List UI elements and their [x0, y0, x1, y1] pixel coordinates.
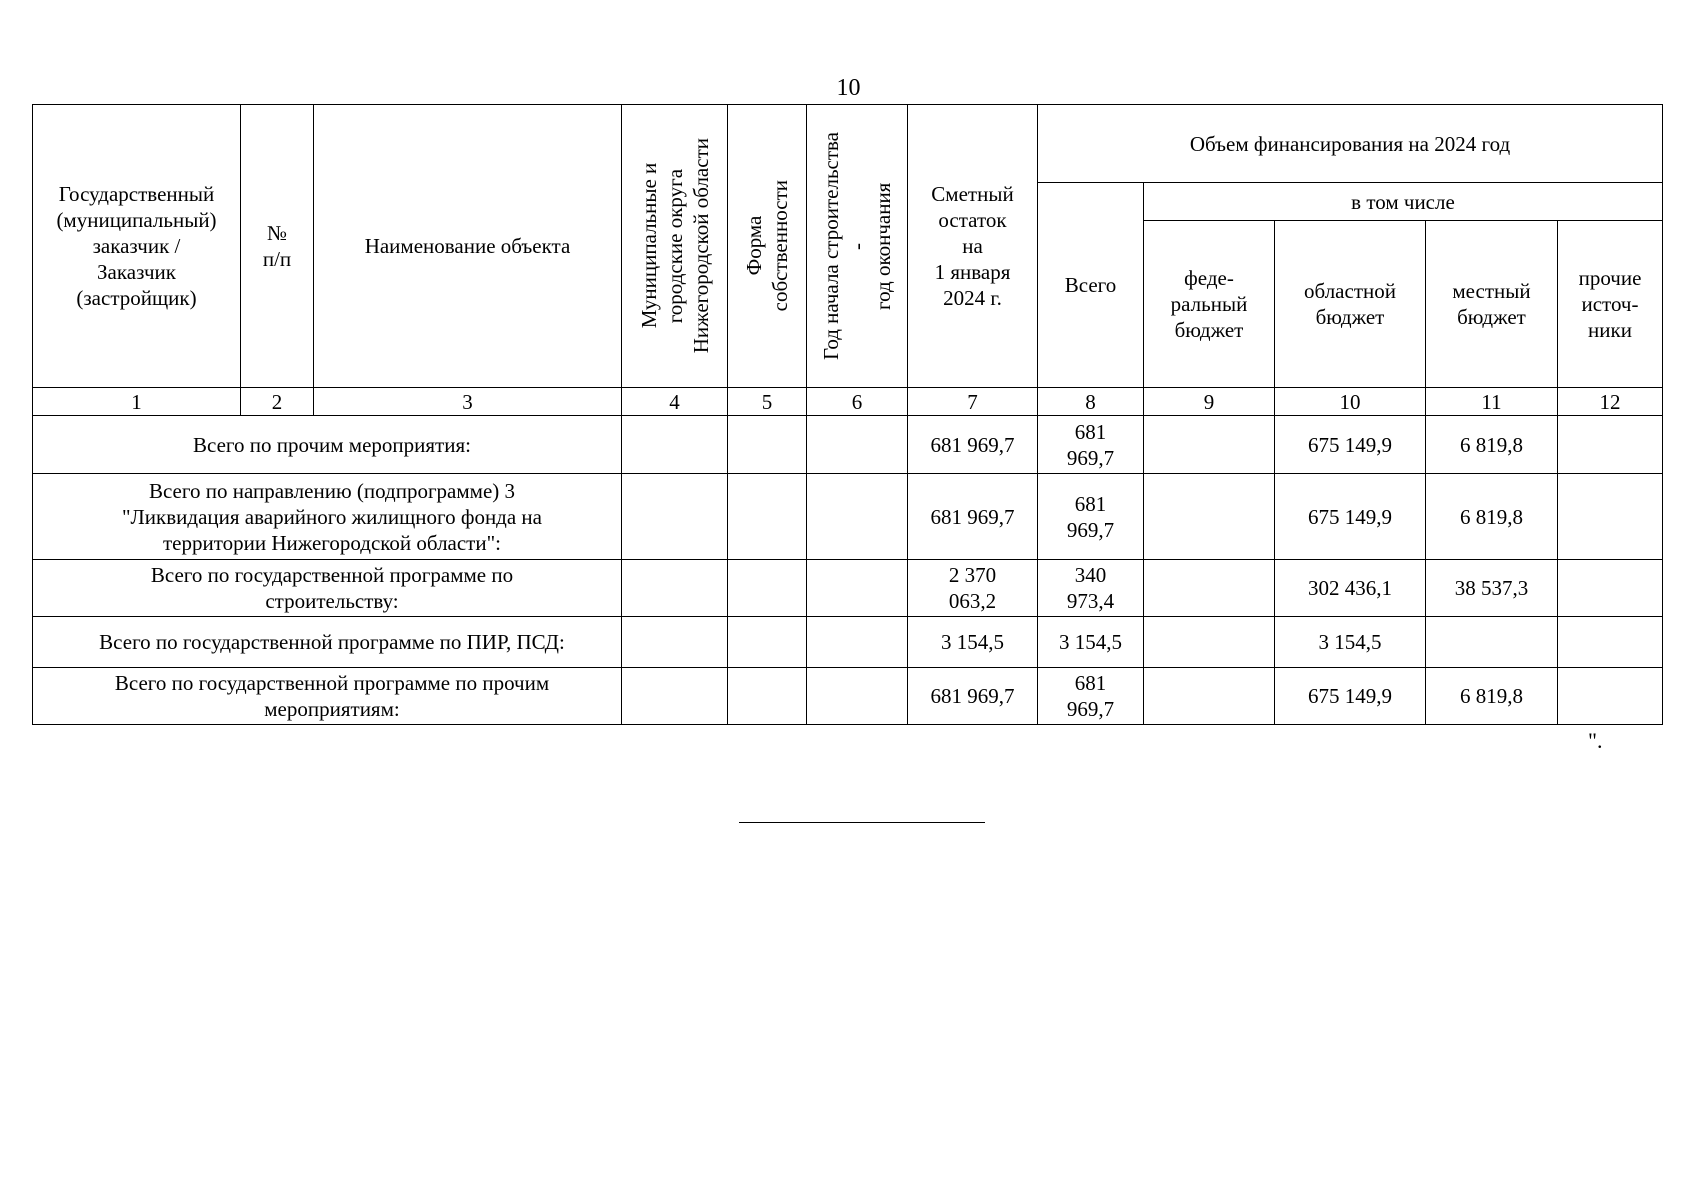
empty-cell — [622, 668, 728, 725]
row-total: 340 973,4 — [1038, 560, 1144, 617]
table-row — [33, 474, 1663, 560]
row-regional: 302 436,1 — [1275, 560, 1426, 617]
empty-cell — [807, 617, 908, 668]
header-municipal-cell — [622, 105, 728, 388]
empty-cell — [807, 668, 908, 725]
row-local: 6 819,8 — [1426, 474, 1558, 560]
column-number: 9 — [1144, 388, 1275, 416]
header-estimate: Сметный остаток на 1 января 2024 г. — [908, 105, 1038, 388]
row-total: 681 969,7 — [1038, 474, 1144, 560]
page-number: 10 — [836, 75, 861, 101]
empty-cell — [807, 474, 908, 560]
row-other — [1558, 416, 1663, 474]
empty-cell — [728, 668, 807, 725]
empty-cell — [807, 560, 908, 617]
row-other — [1558, 560, 1663, 617]
row-federal — [1144, 617, 1275, 668]
empty-cell — [622, 617, 728, 668]
header-years-cell — [807, 105, 908, 388]
column-number: 10 — [1275, 388, 1426, 416]
row-other — [1558, 474, 1663, 560]
column-number: 2 — [241, 388, 314, 416]
row-other — [1558, 668, 1663, 725]
row-local: 38 537,3 — [1426, 560, 1558, 617]
header-federal: феде- ральный бюджет — [1144, 221, 1275, 388]
header-years: Год начала строительства - год окончания — [819, 132, 895, 360]
empty-cell — [622, 560, 728, 617]
row-federal — [1144, 474, 1275, 560]
empty-cell — [807, 416, 908, 474]
row-federal — [1144, 560, 1275, 617]
row-local — [1426, 617, 1558, 668]
header-ownership-cell — [728, 105, 807, 388]
column-number: 11 — [1426, 388, 1558, 416]
row-regional: 675 149,9 — [1275, 668, 1426, 725]
column-number: 3 — [314, 388, 622, 416]
column-number: 8 — [1038, 388, 1144, 416]
empty-cell — [622, 416, 728, 474]
empty-cell — [728, 617, 807, 668]
header-customer: Государственный (муниципальный) заказчик / Заказчик (застройщик) — [33, 105, 241, 388]
row-label: Всего по государственной программе по ПИР, ПСД: — [33, 617, 622, 668]
empty-cell — [728, 560, 807, 617]
row-total: 3 154,5 — [1038, 617, 1144, 668]
table-row — [33, 560, 1663, 617]
column-number: 6 — [807, 388, 908, 416]
table-row — [33, 416, 1663, 474]
row-label: Всего по государственной программе по строительству: — [33, 560, 622, 617]
empty-cell — [728, 474, 807, 560]
header-municipal: Муниципальные и городские округа Нижегородской области — [636, 138, 713, 354]
row-regional: 3 154,5 — [1275, 617, 1426, 668]
header-object-name: Наименование объекта — [314, 105, 622, 388]
column-number: 12 — [1558, 388, 1663, 416]
row-federal — [1144, 668, 1275, 725]
row-estimate: 681 969,7 — [908, 474, 1038, 560]
row-local: 6 819,8 — [1426, 668, 1558, 725]
row-label: Всего по направлению (подпрограмме) 3 "Ликвидация аварийного жилищного фонда на территории Нижегородской области": — [33, 474, 622, 560]
header-num: № п/п — [241, 105, 314, 388]
row-regional: 675 149,9 — [1275, 474, 1426, 560]
header-local: местный бюджет — [1426, 221, 1558, 388]
row-local: 6 819,8 — [1426, 416, 1558, 474]
column-number: 7 — [908, 388, 1038, 416]
column-number: 4 — [622, 388, 728, 416]
row-label: Всего по прочим мероприятия: — [33, 416, 622, 474]
header-ownership: Форма собственности — [742, 180, 792, 312]
header-financing: Объем финансирования на 2024 год — [1038, 105, 1663, 183]
row-total: 681 969,7 — [1038, 668, 1144, 725]
column-number: 1 — [33, 388, 241, 416]
row-estimate: 681 969,7 — [908, 416, 1038, 474]
column-numbers-row — [33, 388, 1663, 416]
row-estimate: 2 370 063,2 — [908, 560, 1038, 617]
table-row — [33, 668, 1663, 725]
table-row — [33, 617, 1663, 668]
bottom-rule — [739, 822, 985, 823]
row-federal — [1144, 416, 1275, 474]
closing-quote: ". — [1588, 728, 1603, 753]
row-label: Всего по государственной программе по прочим мероприятиям: — [33, 668, 622, 725]
header-total: Всего — [1038, 183, 1144, 388]
financing-table — [32, 104, 1663, 725]
row-regional: 675 149,9 — [1275, 416, 1426, 474]
empty-cell — [728, 416, 807, 474]
header-other: прочие источ- ники — [1558, 221, 1663, 388]
row-other — [1558, 617, 1663, 668]
header-including: в том числе — [1144, 183, 1663, 221]
empty-cell — [622, 474, 728, 560]
column-number: 5 — [728, 388, 807, 416]
header-regional: областной бюджет — [1275, 221, 1426, 388]
row-estimate: 681 969,7 — [908, 668, 1038, 725]
row-total: 681 969,7 — [1038, 416, 1144, 474]
row-estimate: 3 154,5 — [908, 617, 1038, 668]
